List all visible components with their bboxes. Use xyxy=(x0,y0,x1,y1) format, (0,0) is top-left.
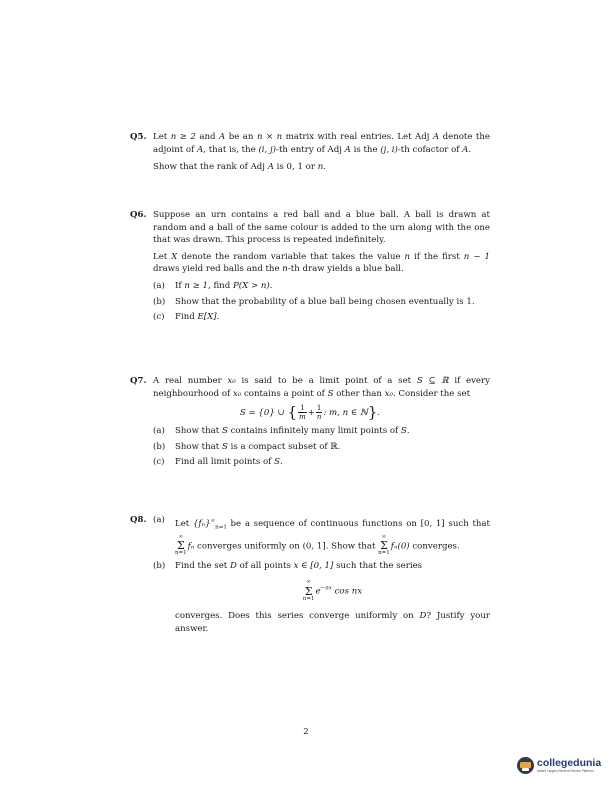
subpart-b: (b) Show that the probability of a blue ball being chosen eventually is 1. xyxy=(153,296,475,307)
subpart-a: (a) Show that S contains infinitely many limit points of S. xyxy=(153,426,410,437)
set-equation: S = {0} ∪ { $\frac{1}{m}$ + $\frac{1}{n}$ : m, n ∈ ℕ}. xyxy=(239,403,381,422)
question-number: Q5. xyxy=(130,132,147,142)
subpart-c: (c) Find all limit points of S. xyxy=(153,457,283,468)
question-text: A real number x₀ is said to be a limit point of a set S ⊆ ℝ if every neighbourhood of x₀ contains a point of S other than x₀. Consider the set xyxy=(153,376,490,399)
summation: ∞ Σ n=1 xyxy=(378,533,390,557)
question-6 xyxy=(130,209,490,324)
question-5 xyxy=(130,131,490,174)
logo-name: collegedunia xyxy=(537,756,602,769)
question-8 xyxy=(130,514,490,635)
page-number: 2 xyxy=(303,727,309,737)
subpart-a: (a) Let $\{f_n\}^\infty_{n=1}$ be a sequence of continuous functions on [0, 1] such that ∞ Σ n=1fₙ converges uniformly on (0, 1]. Show that ∞ Σ n=1fₙ(0) converges. xyxy=(153,515,491,557)
subpart-a: (a) If n ≥ 1, find P(X > n). xyxy=(153,280,273,291)
question-number: Q6. xyxy=(130,210,147,220)
question-text: Show that the rank of Adj A is 0, 1 or n. xyxy=(153,162,326,173)
question-text: Let n ≥ 2 and A be an n × n matrix with real entries. Let Adj A denote the adjoint of A, that is, the (i, j)-th entry of Adj A is the (j, i)-th cofactor of A. xyxy=(153,132,490,155)
subpart-b: (b) Show that S is a compact subset of ℝ. xyxy=(153,441,341,452)
summation: ∞ Σ n=1 xyxy=(175,533,187,557)
logo-tagline: India's Largest Student Review Platform xyxy=(537,768,594,773)
subpart-c: (c) Find E[X]. xyxy=(153,312,220,323)
question-number: Q7. xyxy=(130,376,147,386)
graduation-cap-icon xyxy=(517,757,534,774)
subpart-b: (b) Find the set D of all points x ∈ [0, 1] such that the series ∞ Σ $n=1e^{-nx}$ cos nx converges. Does this series converge uniformly on D? Justify your answer. xyxy=(153,560,490,634)
question-text: Suppose an urn contains a red ball and a blue ball. A ball is drawn at random and a ball of the same colour is added to the urn along with the one that was drawn. This process is repeated indefinitely. xyxy=(153,210,490,246)
collegedunia-logo xyxy=(517,752,609,778)
series-equation: ∞ Σ $n=1e^{-nx}$ cos nx xyxy=(302,579,363,602)
question-number: Q8. xyxy=(130,515,147,525)
question-7 xyxy=(130,375,490,469)
question-text: Let X denote the random variable that takes the value n if the first n − 1 draws yield red balls and the n-th draw yields a blue ball. xyxy=(153,251,490,275)
